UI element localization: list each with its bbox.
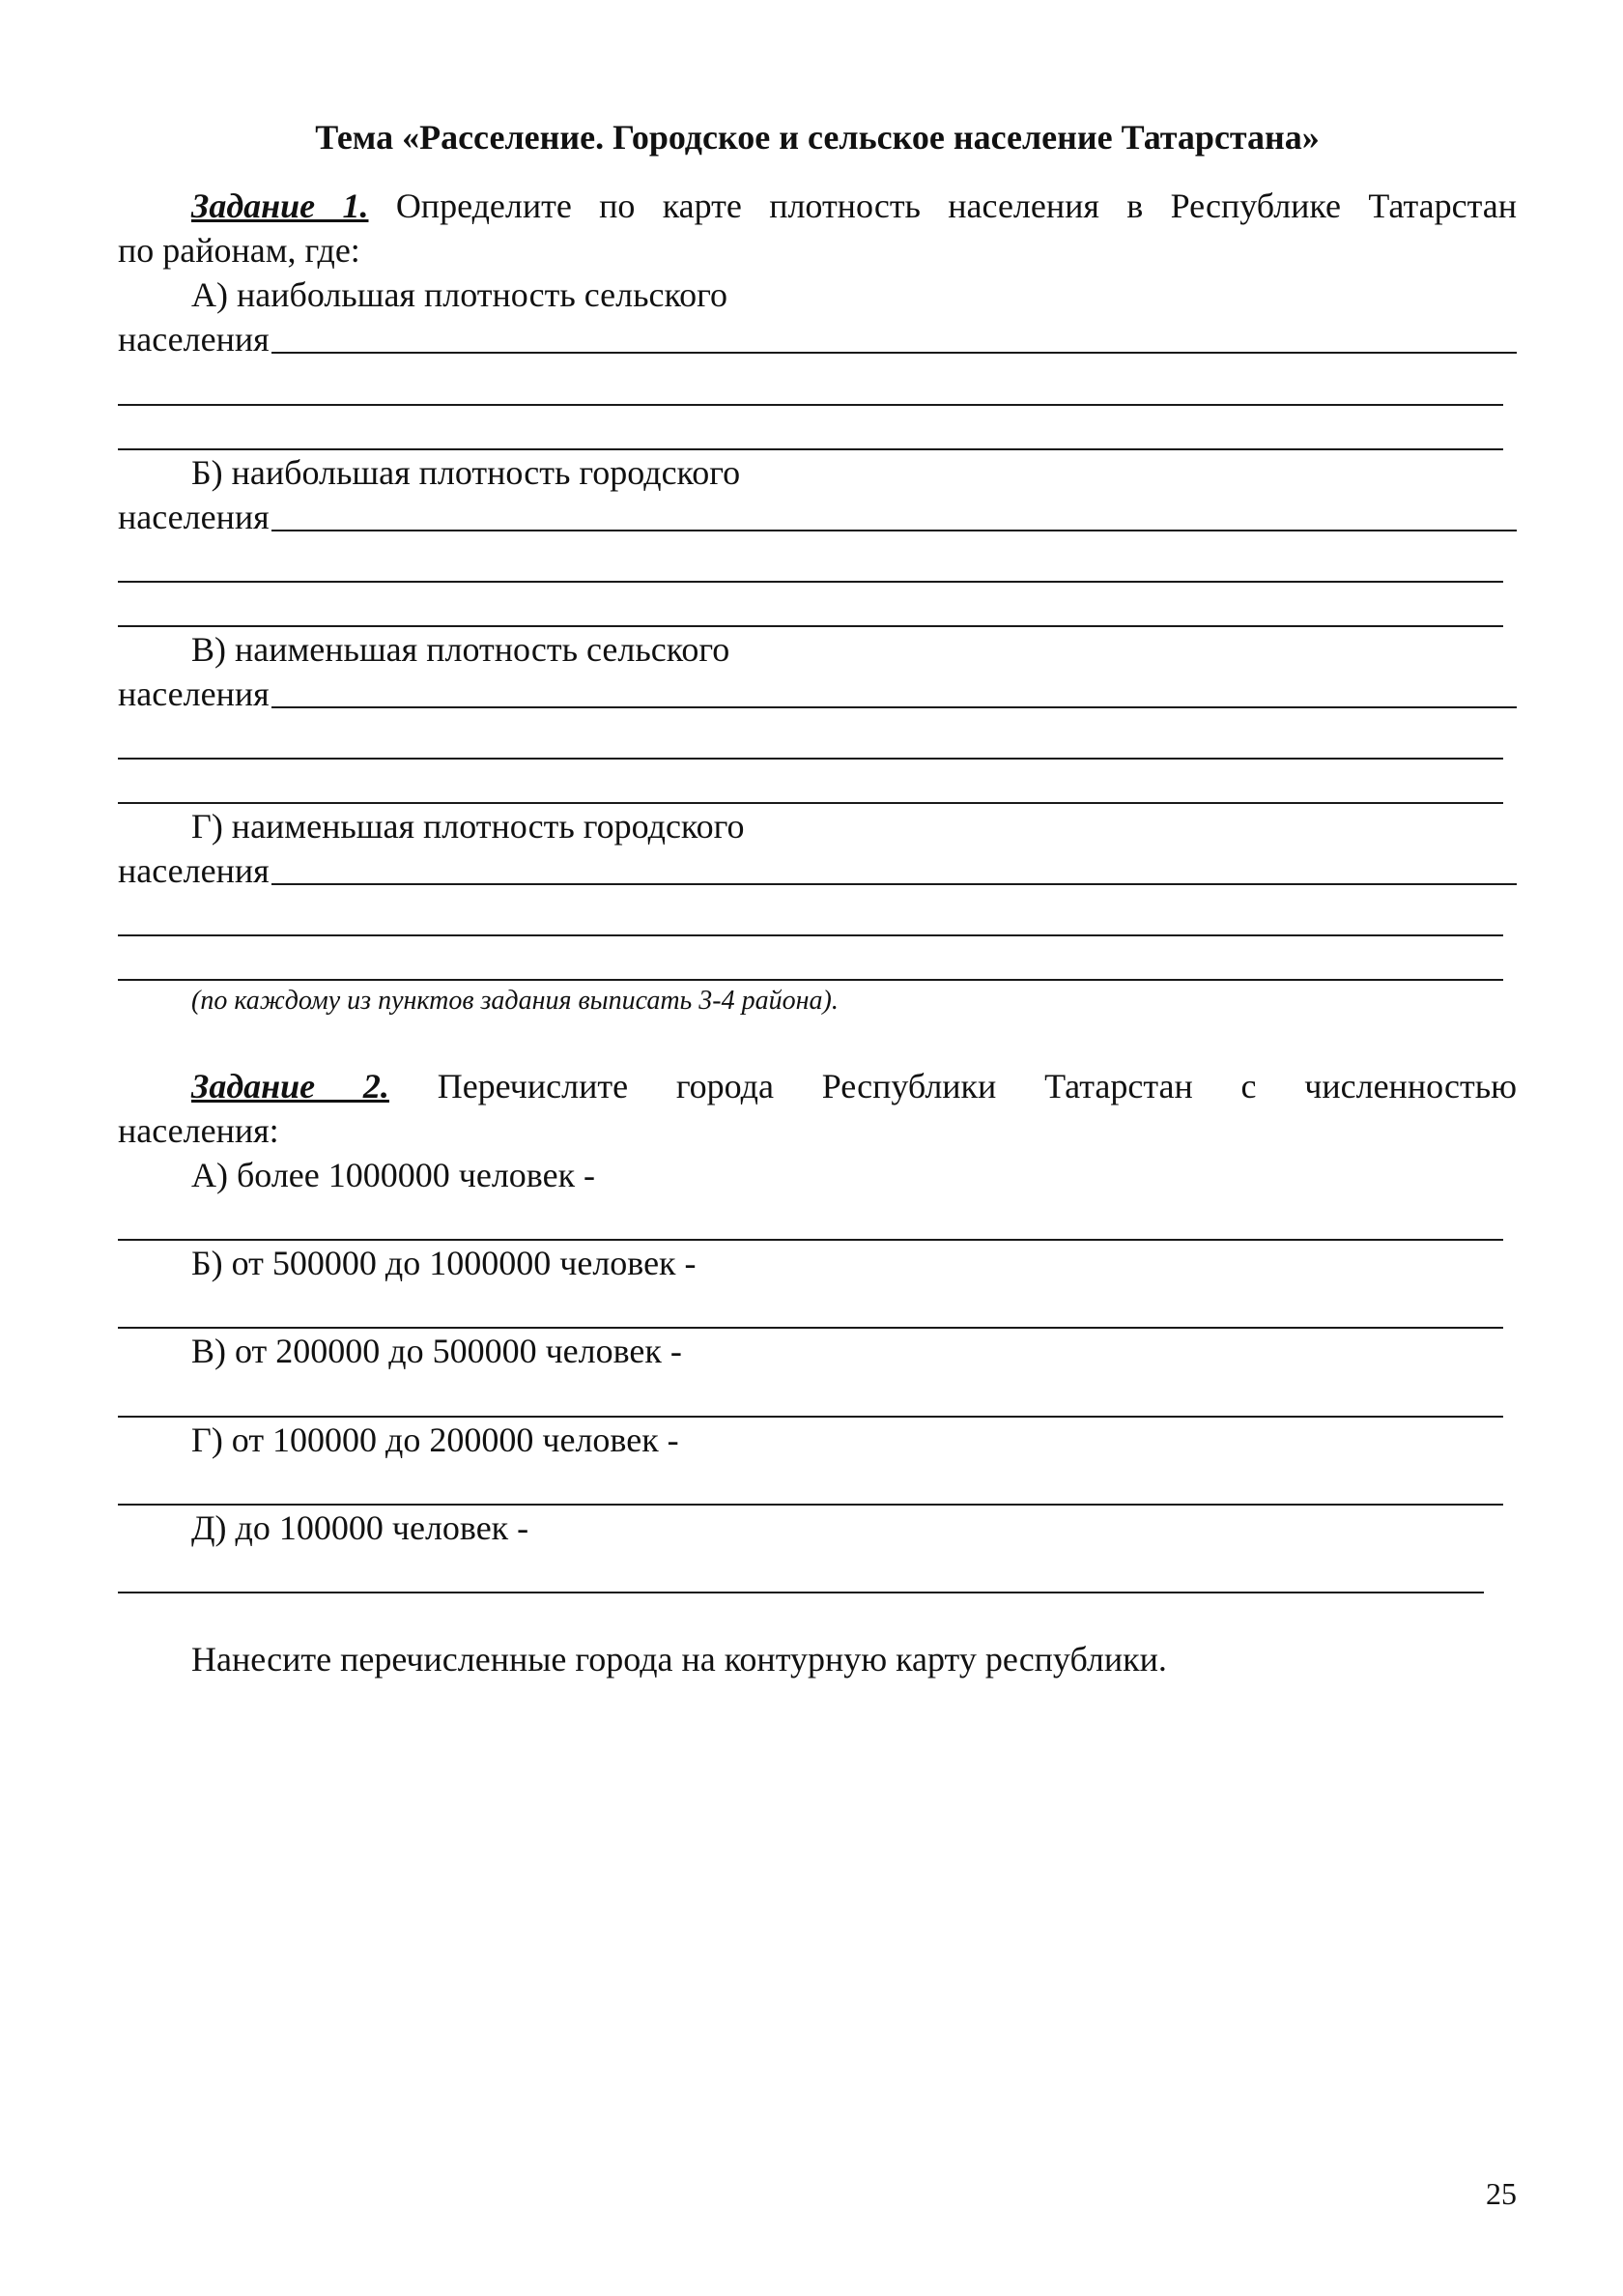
task1-item-d: Г) наименьшая плотность городского xyxy=(191,807,745,846)
task1-label: Задание 1. xyxy=(191,187,369,225)
task1-instruction: Определите по карте плотность населения в Республике Татарстан xyxy=(395,187,1518,225)
answer-line[interactable] xyxy=(118,581,1503,583)
task1-item-a-answer-line[interactable] xyxy=(118,317,1517,361)
task1-item-a: А) наибольшая плотность сельского xyxy=(191,275,728,314)
task1-item-a-word: населения xyxy=(118,320,270,359)
task2-intro-line1 xyxy=(118,1064,1517,1108)
task1-item-d-word: населения xyxy=(118,851,270,890)
task2-instruction: Перечислите городa Республики Татарстан с численностью xyxy=(437,1067,1518,1105)
task2-item-a: А) более 1000000 человек - xyxy=(191,1156,596,1194)
page-number: 25 xyxy=(1486,2176,1517,2211)
task2-item-d: Г) от 100000 до 200000 человек - xyxy=(191,1421,679,1459)
task1-item-c-word: населения xyxy=(118,674,270,713)
task1-item-b-word: населения xyxy=(118,498,270,536)
answer-line[interactable] xyxy=(118,758,1503,760)
answer-line[interactable] xyxy=(118,979,1503,981)
task1-item-b: Б) наибольшая плотность городского xyxy=(191,453,741,492)
task1-item-b-answer-line[interactable] xyxy=(118,495,1517,539)
task2-intro-line2: населения: xyxy=(118,1111,279,1150)
task2-item-c: В) от 200000 до 500000 человек - xyxy=(191,1332,682,1370)
task1-intro-line1 xyxy=(118,184,1517,228)
task1-item-d-answer-line[interactable] xyxy=(118,848,1517,893)
task2-item-e: Д) до 100000 человек - xyxy=(191,1508,529,1547)
page-title: Тема «Расселение. Городское и сельское население Татарстана» xyxy=(315,118,1320,157)
task2-item-b: Б) от 500000 до 1000000 человек - xyxy=(191,1244,697,1282)
closing-instruction: Нанесите перечисленные города на контурную карту республики. xyxy=(191,1640,1167,1679)
task1-intro-line2: по районам, где: xyxy=(118,231,360,270)
answer-line[interactable] xyxy=(118,404,1503,406)
task2-label: Задание 2. xyxy=(191,1067,389,1105)
task1-item-c-answer-line[interactable] xyxy=(118,672,1517,716)
task1-note: (по каждому из пунктов задания выписать 3-4 района). xyxy=(191,986,839,1016)
answer-line[interactable] xyxy=(118,1592,1484,1593)
task1-item-c: В) наименьшая плотность сельского xyxy=(191,630,730,669)
answer-line[interactable] xyxy=(118,934,1503,936)
